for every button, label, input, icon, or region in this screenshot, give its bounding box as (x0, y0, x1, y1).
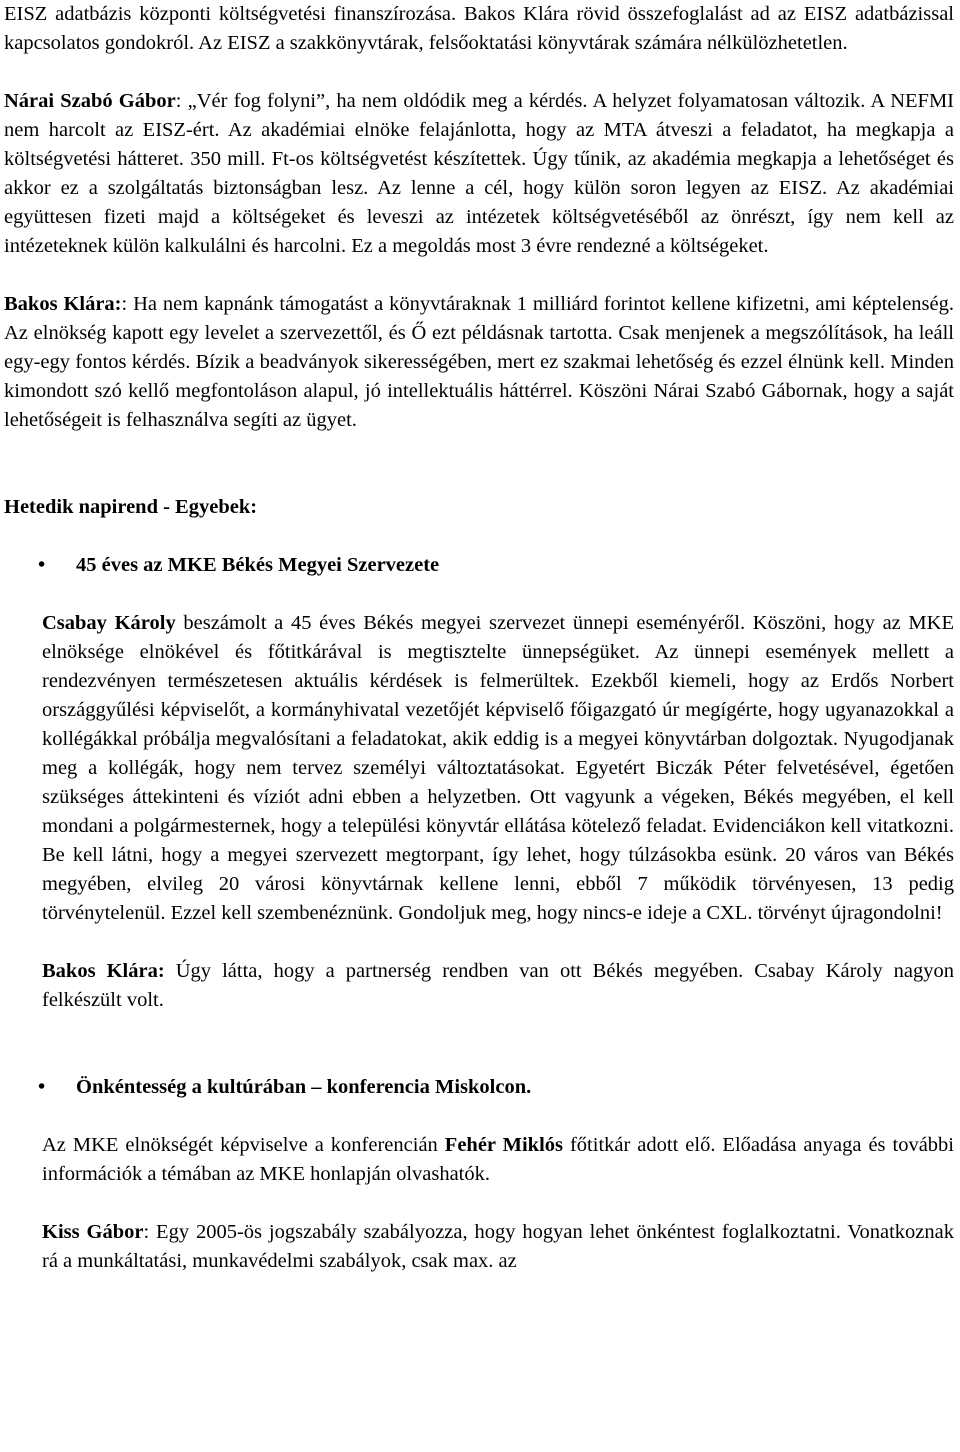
bullet-label: Önkéntesség a kultúrában – konferencia Miskolcon. (76, 1076, 532, 1098)
paragraph-text: Az MKE elnökségét képviselve a konferencián (42, 1134, 445, 1156)
document-page (4, 0, 954, 1276)
paragraph-narai-szabo (4, 87, 954, 261)
paragraph-text: EISZ adatbázis központi költségvetési finanszírozása. Bakos Klára rövid összefoglalást ad az EISZ adatbázissal kapcsolatos gondokról. Az EISZ a szakkönyvtárak, felsőoktatási könyvtárak számára nélkülözhetetlen. (4, 3, 954, 54)
bullet-content (42, 1131, 954, 1276)
spacer (4, 1102, 954, 1131)
bullet-content (42, 609, 954, 1015)
speaker-name: Bakos Klára: (4, 293, 122, 315)
paragraph-text: : „Vér fog folyni”, ha nem oldódik meg a kérdés. A helyzet folyamatosan változik. A NEFMI nem harcolt az EISZ-ért. Az akadémiai elnöke felajánlotta, hogy az MTA átveszi a feladatot, ha megkapja a költségvetési hátteret. 350 mill. Ft-os költségvetést készítettek. Úgy tűnik, az akadémia megkapja a lehetőséget és akkor ez a szolgáltatás biztonságban lesz. Az lenne a cél, hogy külön soron legyen az EISZ. Az akadémiai együttesen fizeti majd a költségeket és leveszi az intézetek költségvetéséből az önrészt, így nem kell az intézeteknek külön kalkulálni és harcolni. Ez a megoldás most 3 évre rendezné a költségeket. (4, 90, 954, 257)
bullet-icon: • (38, 1076, 46, 1098)
speaker-name: Nárai Szabó Gábor (4, 90, 176, 112)
speaker-name: Csabay Károly (42, 612, 176, 634)
spacer (4, 1015, 954, 1073)
spacer (4, 580, 954, 609)
paragraph-feher-miklos (42, 1131, 954, 1189)
paragraph-text: Úgy látta, hogy a partnerség rendben van ott Békés megyében. Csabay Károly nagyon felkészült volt. (42, 960, 954, 1011)
paragraph-csabay-karoly (42, 609, 954, 928)
paragraph-eisz-funding (4, 0, 954, 58)
speaker-name: Bakos Klára: (42, 960, 165, 982)
paragraph-bakos-klara (4, 290, 954, 435)
paragraph-text: főtitkár adott elő. Előadása anyaga és további információk a témában az MKE honlapján olvashatók. (42, 1134, 954, 1185)
paragraph-bakos-klara-reply (42, 957, 954, 1015)
bullet-label: 45 éves az MKE Békés Megyei Szervezete (76, 554, 440, 576)
bullet-item (4, 551, 954, 580)
paragraph-text: beszámolt a 45 éves Békés megyei szervezet ünnepi eseményéről. Köszöni, hogy az MKE elnöksége elnökével és főtitkárával is megtisztelte ünnepségüket. Az ünnepi események mellett a rendezvényen természetesen aktuális kérdések is felmerültek. Ezekből kiemeli, hogy az Erdős Norbert országgyűlési képviselőt, a kormányhivatal vezetőjét képviselő főigazgató úr megígérte, hogy ugyanazokkal a kollégákkal próbálja megvalósítani a feladatokat, akik eddig is a megyei könyvtárban dolgoztak. Nyugodjanak meg a kollégák, hogy nem tervez személyi változtatásokat. Egyetért Biczák Péter felvetésével, égetően szükséges áttekinteni és víziót adni ebben a helyzetben. Ott vagyunk a végeken, Békés megyében, el kell mondani a polgármesternek, hogy a települési könyvtár ellátása kötelező feladat. Evidenciákon kell vitatkozni. Be kell látni, hogy a megyei szervezett megtorpant, így lehet, hogy túlzásokba esünk. 20 város van Békés megyében, elvileg 20 városi könyvtárnak kellene lenni, ebből 7 működik törvényesen, 13 pedig törvénytelenül. Ezzel kell szembenéznünk. Gondoljuk meg, hogy nincs-e ideje a CXL. törvényt újragondolni! (42, 612, 954, 924)
speaker-name: Kiss Gábor (42, 1221, 144, 1243)
spacer (4, 435, 954, 493)
person-name: Fehér Miklós (444, 1134, 563, 1156)
spacer (4, 58, 954, 87)
paragraph-text: : Ha nem kapnánk támogatást a könyvtáraknak 1 milliárd forintot kellene kifizetni, ami képtelenség. Az elnökség kapott egy levelet a szervezettől, és Ő ezt példásnak tartotta. Csak menjenek a megszólítások, ha leáll egy-egy fontos kérdés. Bízik a beadványok sikerességében, mert ez szakmai lehetőség és ezzel élnünk kell. Minden kimondott szó kellő megfontoláson alapul, jó intellektuális háttérrel. Köszöni Nárai Szabó Gábornak, hogy a saját lehetőségeit is felhasználva segíti az ügyet. (4, 293, 954, 431)
bullet-item (4, 1073, 954, 1102)
spacer (4, 522, 954, 551)
section-heading: Hetedik napirend - Egyebek: (4, 496, 258, 518)
spacer (42, 928, 954, 957)
bullet-icon: • (38, 554, 46, 576)
spacer (4, 261, 954, 290)
paragraph-kiss-gabor (42, 1218, 954, 1276)
spacer (42, 1189, 954, 1218)
paragraph-text: : Egy 2005-ös jogszabály szabályozza, hogy hogyan lehet önkéntest foglalkoztatni. Vonatkoznak rá a munkáltatási, munkavédelmi szabályok, csak max. az (42, 1221, 955, 1272)
